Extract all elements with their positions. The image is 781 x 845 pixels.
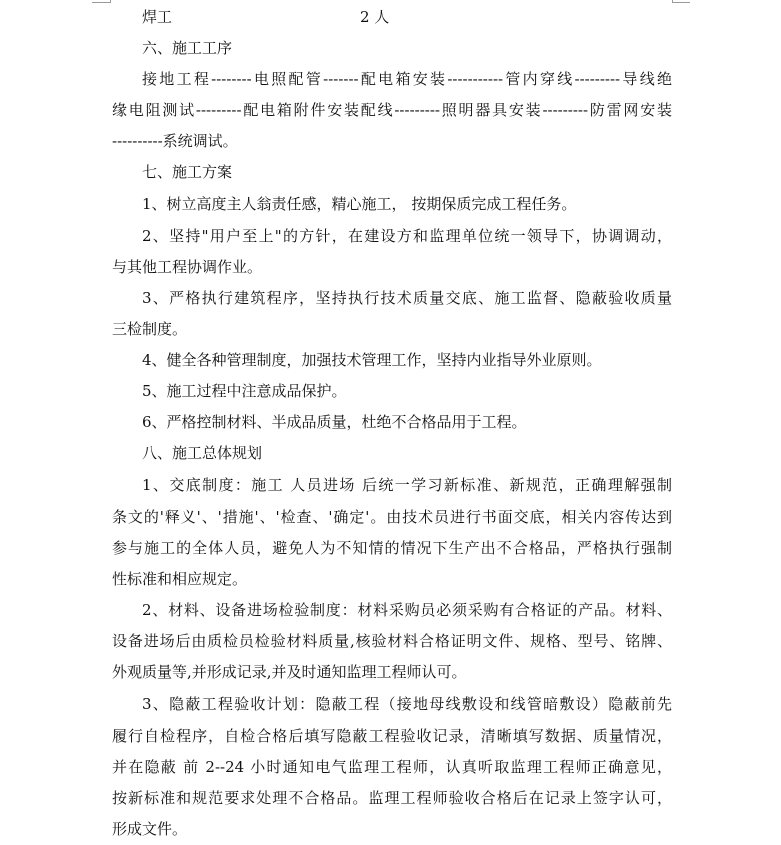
section-heading-overall-planning: 八、施工总体规划 xyxy=(142,444,263,462)
planning-item-2-line-2: 设备进场后由质检员检验材料质量,核验材料合格证明文件、规格、型号、铭牌、 xyxy=(112,632,672,650)
planning-item-1-line-1: 1、交底制度：施工 人员进场 后统一学习新标准、新规范，正确理解强制 xyxy=(142,476,672,494)
planning-item-2-line-3: 外观质量等,并形成记录,并及时通知监理工程师认可。 xyxy=(112,663,467,681)
crop-mark-left-horizontal xyxy=(92,2,110,3)
planning-item-1-line-4: 性标准和相应规定。 xyxy=(112,570,248,588)
crop-mark-right-vertical xyxy=(672,0,673,3)
planning-item-3-line-1: 3、隐蔽工程验收计划：隐蔽工程（接地母线敷设和线管暗敷设）隐蔽前先 xyxy=(142,695,672,713)
crop-mark-right-horizontal xyxy=(672,2,690,3)
planning-item-3-line-5: 形成文件。 xyxy=(112,820,188,838)
plan-item-2-line-2: 与其他工程协调作业。 xyxy=(112,258,263,276)
plan-item-4: 4、健全各种管理制度，加强技术管理工作，坚持内业指导外业原则。 xyxy=(142,351,602,369)
section-heading-construction-process: 六、施工工序 xyxy=(142,39,233,57)
planning-item-3-line-4: 按新标准和规范要求处理不合格品。监理工程师验收合格后在记录上签字认可， xyxy=(112,789,672,807)
planning-item-3-line-2: 履行自检程序，自检合格后填写隐蔽工程验收记录，清晰填写数据、质量情况， xyxy=(112,727,672,745)
process-line-3: ----------系统调试。 xyxy=(112,132,238,150)
plan-item-3-line-2: 三检制度。 xyxy=(112,320,188,338)
welder-line xyxy=(112,2,672,33)
plan-item-1: 1、树立高度主人翁责任感，精心施工， 按期保质完成工程任务。 xyxy=(142,195,577,213)
plan-item-2-line-1: 2、坚持"用户至上"的方针，在建设方和监理单位统一领导下，协调调动， xyxy=(142,227,672,245)
planning-item-1-line-3: 参与施工的全体人员，避免人为不知情的情况下生产出不合格品，严格执行强制 xyxy=(112,539,672,557)
plan-item-5: 5、施工过程中注意成品保护。 xyxy=(142,382,347,400)
plan-item-6: 6、严格控制材料、半成品质量，杜绝不合格品用于工程。 xyxy=(142,413,527,431)
planning-item-2-line-1: 2、材料、设备进场检验制度：材料采购员必须采购有合格证的产品。材料、 xyxy=(142,601,672,619)
crop-mark-left-vertical xyxy=(110,0,111,3)
welder-count: 2 人 xyxy=(360,8,390,26)
planning-item-3-line-3: 并在隐蔽 前 2--24 小时通知电气监理工程师，认真听取监理工程师正确意见， xyxy=(112,758,672,776)
process-line-2: 缘电阻测试---------配电箱附件安装配线---------照明器具安装---------防雷网安装 xyxy=(112,101,672,119)
welder-label: 焊工 xyxy=(142,8,173,26)
planning-item-1-line-2: 条文的'释义'、'措施'、'检查、'确定'。由技术员进行书面交底，相关内容传达到 xyxy=(112,508,672,526)
section-heading-construction-plan: 七、施工方案 xyxy=(142,163,233,181)
plan-item-3-line-1: 3、严格执行建筑程序，坚持执行技术质量交底、施工监督、隐蔽验收质量 xyxy=(142,289,672,307)
process-line-1: 接地工程--------电照配管-------配电箱安装-----------管内穿线---------导线绝 xyxy=(142,70,672,88)
